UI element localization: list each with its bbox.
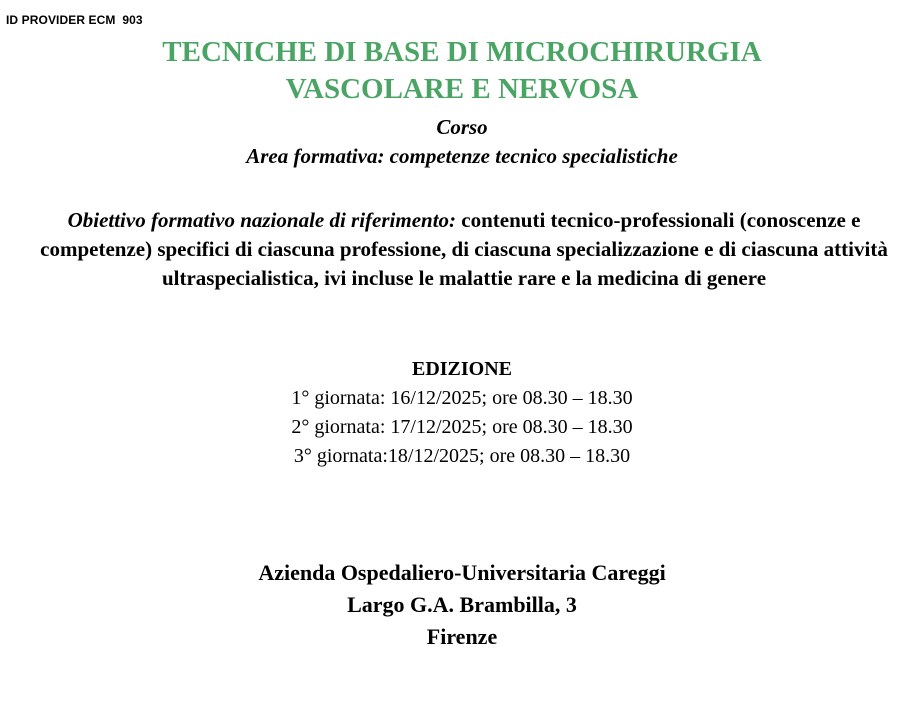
objective-text: contenuti tecnico-professionali (conoscenze e competenze) specifici di ciascuna professione, di ciascuna specializzazione e di ciascuna attività ultraspecialistica, ivi incluse le malattie rare e la medicina di genere xyxy=(40,208,888,290)
edition-section xyxy=(0,355,924,471)
objective-lead: Obiettivo formativo nazionale di riferimento: xyxy=(67,208,457,232)
training-objective xyxy=(14,206,914,293)
provider-id: ID PROVIDER ECM 903 xyxy=(6,13,143,27)
venue-address: Largo G.A. Brambilla, 3 xyxy=(347,592,577,617)
venue-city: Firenze xyxy=(426,624,498,649)
course-title-line-1: TECNICHE DI BASE DI MICROCHIRURGIA xyxy=(162,36,762,68)
edition-heading: EDIZIONE xyxy=(411,358,513,380)
course-subtitle xyxy=(0,113,924,171)
course-title xyxy=(0,34,924,108)
edition-day-2: 2° giornata: 17/12/2025; ore 08.30 – 18.30 xyxy=(291,416,633,438)
venue-name: Azienda Ospedaliero-Universitaria Careggi xyxy=(258,560,666,585)
course-title-line-2: VASCOLARE E NERVOSA xyxy=(285,73,639,105)
venue-block xyxy=(0,557,924,653)
edition-day-1: 1° giornata: 16/12/2025; ore 08.30 – 18.30 xyxy=(291,387,633,409)
course-type: Corso xyxy=(436,115,488,139)
training-area: Area formativa: competenze tecnico specialistiche xyxy=(246,144,678,168)
edition-day-3: 3° giornata:18/12/2025; ore 08.30 – 18.30 xyxy=(293,445,631,467)
